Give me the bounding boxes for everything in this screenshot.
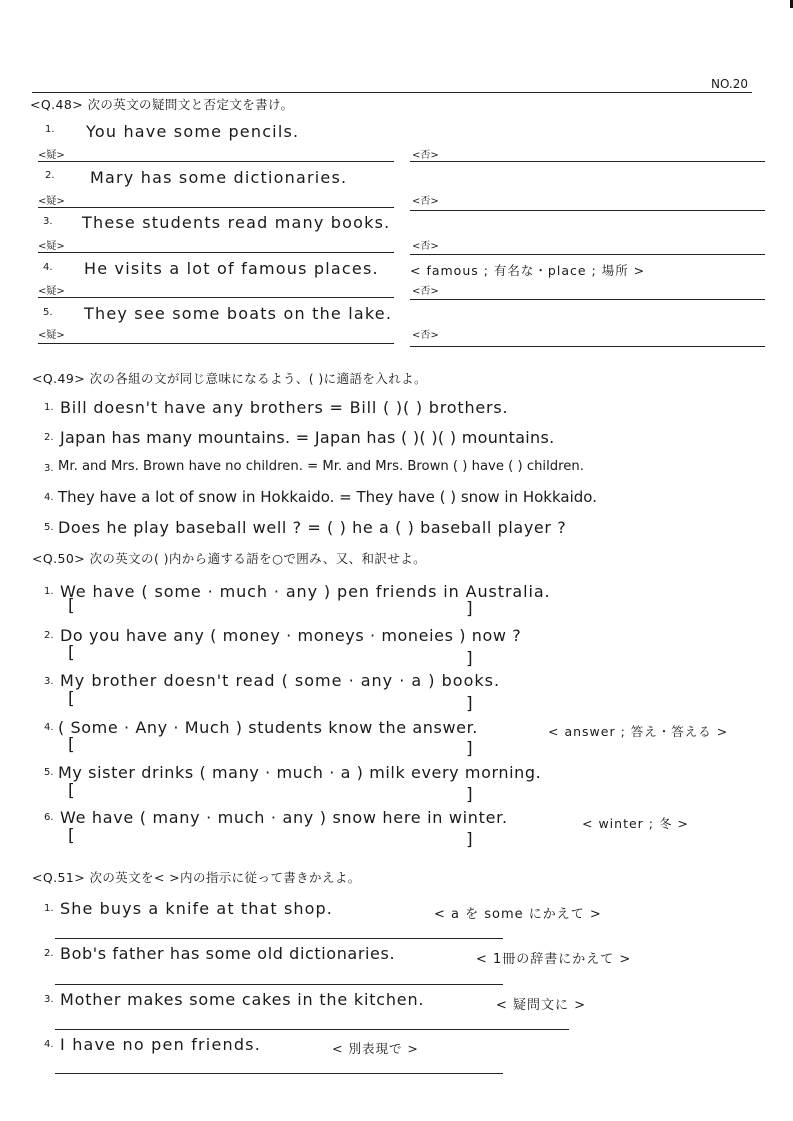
q50-header: <Q.50> 次の英文の( )内から適する語を○で囲み、又、和訳せよ。 [32,551,427,566]
q48-n-line-3[interactable] [410,254,765,255]
q49-num-1: 1. [44,402,54,413]
q50-text-6: We have ( many · much · any ) snow here in winter. [60,808,508,827]
q48-num-1: 1. [45,124,55,135]
q50-bracket-open-6: [ [68,826,75,846]
q51-text-4: I have no pen friends. [60,1035,262,1054]
q51-note-4: < 別表現で > [332,1041,419,1056]
q51-text-2: Bob's father has some old dictionaries. [60,944,396,963]
q49-text-3: Mr. and Mrs. Brown have no children. = Mr. and Mrs. Brown ( ) have ( ) children. [58,459,584,474]
q48-n-line-1[interactable] [410,161,765,162]
q50-text-4: ( Some · Any · Much ) students know the answer. [58,718,478,737]
q51-note-2: < 1冊の辞書にかえて > [476,952,632,967]
q48-text-2: Mary has some dictionaries. [90,168,348,187]
q48-n-line-5[interactable] [410,346,765,347]
q48-q-line-2[interactable] [38,207,394,208]
q51-text-1: She buys a knife at that shop. [60,899,333,918]
q48-n-label-2: <否> [412,196,439,207]
q49-text-4: They have a lot of snow in Hokkaido. = They have ( ) snow in Hokkaido. [58,488,597,506]
q51-answer-line-3[interactable] [55,1029,569,1030]
q48-q-line-3[interactable] [38,252,394,253]
q50-text-1: We have ( some · much · any ) pen friends in Australia. [60,582,551,601]
q48-n-label-5: <否> [412,330,439,341]
q50-num-4: 4. [44,722,54,733]
q48-text-4: He visits a lot of famous places. [84,259,379,278]
q50-bracket-open-4: [ [68,735,75,755]
q48-num-4: 4. [43,262,53,273]
q50-bracket-open-3: [ [68,689,75,709]
q50-bracket-close-1: ] [466,599,473,619]
q48-n-label-4: <否> [412,286,439,297]
q50-note-4: < answer ; 答え・答える > [548,724,729,739]
q50-num-1: 1. [44,586,54,597]
q49-text-2: Japan has many mountains. = Japan has ( )( )( ) mountains. [60,428,555,447]
q48-header: <Q.48> 次の英文の疑問文と否定文を書け。 [30,97,294,112]
q49-num-5: 5. [44,522,54,533]
q50-text-3: My brother doesn't read ( some · any · a ) books. [60,671,501,690]
q48-note-4: < famous ; 有名な・place ; 場所 > [410,263,646,278]
q51-num-3: 3. [44,994,54,1005]
q48-n-line-2[interactable] [410,210,765,211]
q48-q-line-1[interactable] [38,161,394,162]
q50-bracket-close-5: ] [466,785,473,805]
q51-text-3: Mother makes some cakes in the kitchen. [60,990,425,1009]
q51-answer-line-2[interactable] [55,984,503,985]
page-number: NO.20 [711,77,749,91]
q50-bracket-open-2: [ [68,643,75,663]
q50-bracket-close-6: ] [466,830,473,850]
q50-num-5: 5. [44,767,54,778]
q49-header: <Q.49> 次の各組の文が同じ意味になるよう、( )に適語を入れよ。 [32,371,427,386]
q51-answer-line-1[interactable] [55,938,503,939]
q50-num-2: 2. [44,630,54,641]
q50-text-5: My sister drinks ( many · much · a ) milk every morning. [58,763,542,782]
q49-text-5: Does he play baseball well ? = ( ) he a ( ) baseball player ? [58,518,567,537]
q48-q-line-4[interactable] [38,297,394,298]
q50-bracket-open-1: [ [68,596,75,616]
q51-num-2: 2. [44,948,54,959]
q51-note-1: < a を some にかえて > [434,907,602,922]
q48-q-label-5: <疑> [38,330,65,341]
q49-num-4: 4. [44,492,54,503]
q48-n-label-1: <否> [412,150,439,161]
q48-q-label-4: <疑> [38,286,65,297]
q50-bracket-close-2: ] [466,649,473,669]
q48-q-label-1: <疑> [38,150,65,161]
top-rule [32,92,752,93]
q50-bracket-close-3: ] [466,694,473,714]
q50-bracket-close-4: ] [466,739,473,759]
q48-num-2: 2. [45,170,55,181]
q48-num-5: 5. [43,307,53,318]
q48-text-3: These students read many books. [82,213,391,232]
q50-num-3: 3. [44,676,54,687]
q49-num-3: 3. [44,463,54,474]
q50-bracket-open-5: [ [68,781,75,801]
q48-q-label-2: <疑> [38,196,65,207]
q51-note-3: < 疑問文に > [496,998,587,1013]
q48-text-1: You have some pencils. [86,122,300,141]
q50-num-6: 6. [44,812,54,823]
q48-q-line-5[interactable] [38,343,394,344]
q51-num-4: 4. [44,1039,54,1050]
q48-q-label-3: <疑> [38,241,65,252]
q48-num-3: 3. [43,216,53,227]
q50-text-2: Do you have any ( money · moneys · moneies ) now ? [60,626,522,645]
q49-text-1: Bill doesn't have any brothers = Bill ( )( ) brothers. [60,398,509,417]
q49-num-2: 2. [44,432,54,443]
q48-n-label-3: <否> [412,241,439,252]
q48-n-line-4[interactable] [410,299,765,300]
q50-note-6: < winter ; 冬 > [582,816,689,831]
q51-answer-line-4[interactable] [55,1073,503,1074]
q51-num-1: 1. [44,903,54,914]
q51-header: <Q.51> 次の英文を< >内の指示に従って書きかえよ。 [32,870,361,885]
q48-text-5: They see some boats on the lake. [84,304,393,323]
